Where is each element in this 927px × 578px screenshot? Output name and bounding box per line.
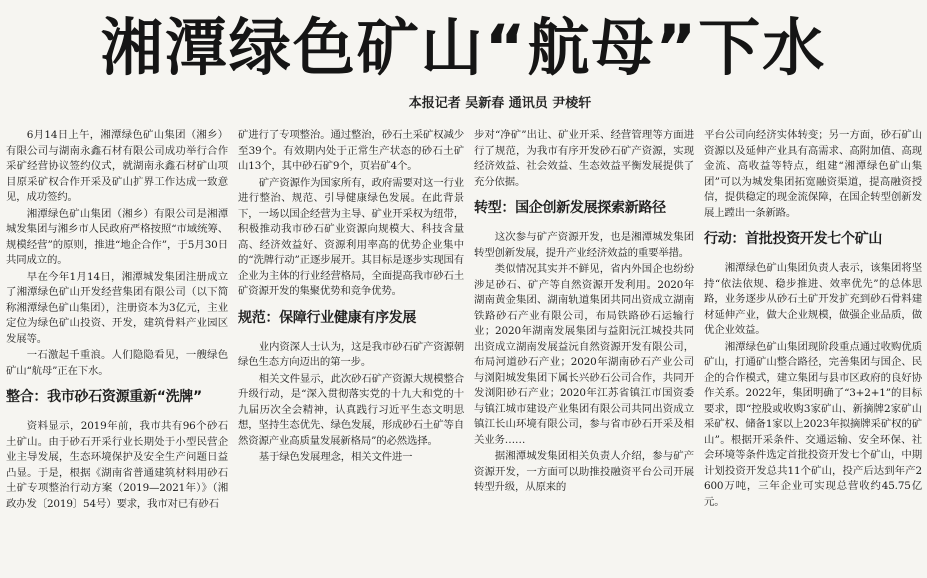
paragraph: 早在今年1月14日，湘潭城发集团注册成立了湘潭绿色矿山开发经营集团有限公司（以下简称湘潭绿色矿山集团），注册资本为3亿元，主业定位为绿色矿山投资、开发，建筑骨料产业园区发展等。 — [6, 270, 228, 345]
paragraph: 平台公司向经济实体转变；另一方面，砂石矿山资源以及延伸产业具有高需求、高附加值、高现金流、高收益等特点，组建“湘潭绿色矿山集团”可以为城发集团拓宽融资渠道，提高融资授信，提供稳定的现金流保障，在国企转型创新发展上蹚出一条新路。 — [704, 129, 922, 219]
paragraph: 这次参与矿产资源开发，也是湘潭城发集团转型创新发展，提升产业经济效益的重要举措。 — [474, 231, 694, 259]
article-column-2 — [238, 128, 464, 578]
section-heading: 转型：国企创新发展探索新路径 — [474, 200, 666, 216]
section-heading: 行动：首批投资开发七个矿山 — [704, 231, 883, 247]
section-heading: 整合：我市砂石资源重新“洗牌” — [6, 389, 202, 405]
paragraph: 6月14日上午，湘潭绿色矿山集团（湘乡）有限公司与湖南永鑫石材有限公司成功举行合作采矿经营协议签约仪式，就湖南永鑫石材矿山项目原采矿权合作开采及矿山扩界工作达成一致意见，成功签约。 — [6, 129, 228, 203]
section-heading: 规范：保障行业健康有序发展 — [238, 309, 417, 326]
paragraph: 湘潭绿色矿山集团现阶段重点通过收购优质矿山，打通矿山整合路径，完善集团与国企、民企的合作模式，建立集团与县市区政府的良好协作关系。2022年，集团明确了“3+2+1”的目标要求，即“控股或收购3家矿山、新摘牌2家矿山采矿权、储备1家以上2023年拟摘牌采矿权的矿山”。根据开采条件、交通运输、安全环保、社会环境等条件选定首批投资开发七个矿山，中期计划投资开发总共11个矿山，投产后达到年产2600万吨，三年企业可实现总营收约45.75亿元。 — [704, 340, 922, 508]
paragraph: 基于绿色发展理念，相关文件进一 — [258, 451, 413, 463]
paragraph: 湘潭绿色矿山集团（湘乡）有限公司是湘潭城发集团与湘乡市人民政府严格按照“市域统筹、规模经营”的原则，推进“地企合作”，于5月30日共同成立的。 — [6, 207, 228, 266]
paragraph: 类似情况其实并不鲜见，省内外国企也纷纷涉足砂石、矿产等自然资源开发利用。2020年湖南黄金集团、湖南轨道集团共同出资成立湖南铁路砂石产业有限公司，布局铁路砂石运输行业；2020年湖南发展集团与益阳沅江城投共同出资成立湖南发展益沅自然资源开发有限公司，布局河道砂石产业；2020年湖南砂石产业公司与浏阳城发集团下属长兴砂石公司合作，共同开发浏阳砂石产业；2020年江苏省镇江市国资委与镇江城市建设产业集团有限公司共同出资成立镇江长山环境有限公司，参与省市砂石开采及相关业务…… — [474, 263, 694, 446]
paragraph: 步对“净矿”出让、矿业开采、经营管理等方面进行了规范，为我市有序开发砂石矿产资源，实现经济效益、社会效益、生态效益平衡发展提供了充分依据。 — [474, 129, 694, 188]
article-byline: 本报记者 吴新春 通讯员 尹棱轩 — [408, 96, 592, 111]
paragraph: 相关文件显示，此次砂石矿产资源大规模整合升级行动，是“深入贯彻落实党的十九大和党的十九届历次全会精神，认真践行习近平生态文明思想，坚持生态优先、绿色发展，形成砂石土矿等自然资源产业高质量发展新格局”的必然选择。 — [238, 372, 464, 447]
article-headline: 湘潭绿色矿山“航母”下水 — [100, 11, 827, 84]
paragraph: 资料显示，2019年前，我市共有96个砂石土矿山。由于砂石开采行业长期处于小型民营企业主导发展，生态环境保护及安全生产问题日益凸显。于是，根据《湖南省普通建筑材料用砂石土矿专项整治行动方案（2019—2021年）》（湘政办发〔2019〕54号）要求，我市对已有砂石 — [6, 420, 228, 510]
article-column-4 — [704, 128, 922, 578]
paragraph: 一石激起千重浪。人们隐隐看见，一艘绿色矿山“航母”正在下水。 — [6, 349, 228, 377]
paragraph: 据湘潭城发集团相关负责人介绍，参与矿产资源开发，一方面可以助推投融资平台公司开展转型升级，从原来的 — [474, 450, 694, 493]
paragraph: 矿进行了专项整治。通过整治，砂石土采矿权减少至39个。有效期内处于正常生产状态的砂石土矿山13个，其中砂石矿9个，页岩矿4个。 — [238, 129, 464, 172]
paragraph: 矿产资源作为国家所有，政府需要对这一行业进行整治、规范、引导健康绿色发展。在此背景下，一场以国企经营为主导、矿业开采权为纽带，积极推动我市砂石矿业资源向规模大、科技含量高、经济效益好、资源利用率高的优势企业集中的“洗牌行动”正逐步展开。其目标是逐步实现国有企业为主体的行业经营格局，全面提高我市砂石土矿资源开发的集聚优势和竞争优势。 — [238, 176, 464, 297]
paragraph: 湘潭绿色矿山集团负责人表示，该集团将坚持“依法依规、稳步推进、效率优先”的总体思路，业务逐步从砂石土矿开发扩充到砂石骨料建材延伸产业，做大企业规模，做强企业品质，做优企业效益。 — [704, 262, 922, 336]
article-column-1 — [6, 128, 228, 578]
paragraph: 业内资深人士认为，这是我市砂石矿产资源朝绿色生态方向迈出的第一步。 — [238, 340, 464, 368]
article-column-3 — [474, 128, 694, 578]
